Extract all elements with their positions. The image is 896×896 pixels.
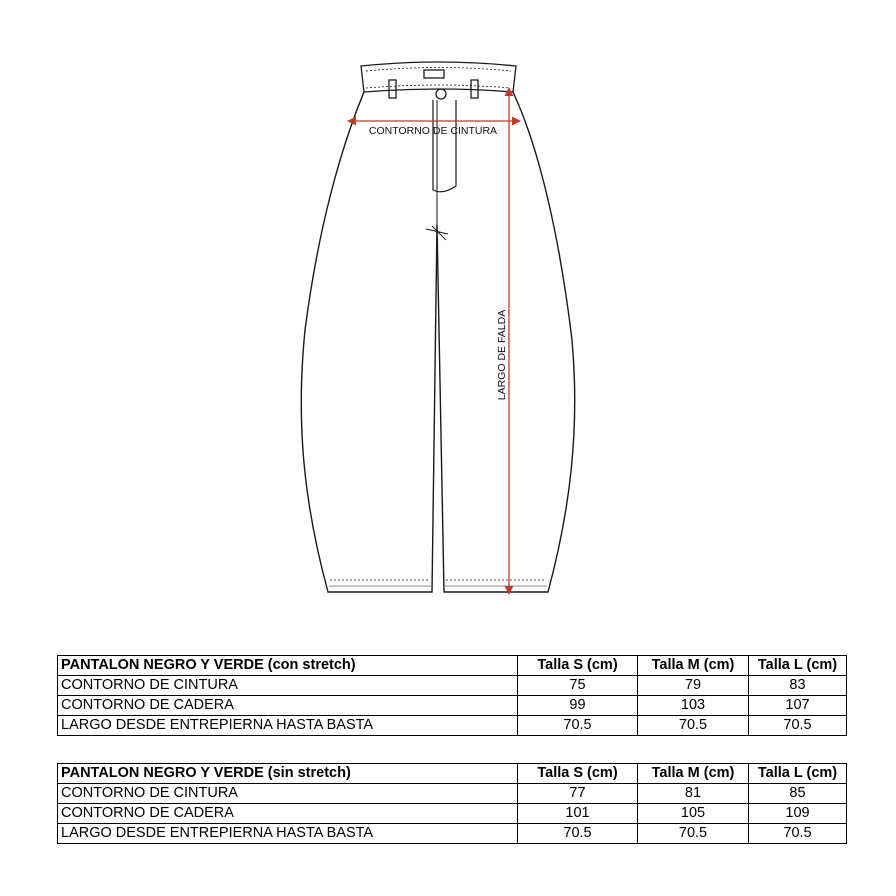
table-row xyxy=(58,716,847,736)
cell-value: 85 xyxy=(749,784,847,804)
table-header-row xyxy=(58,656,847,676)
row-label: CONTORNO DE CINTURA xyxy=(58,676,518,696)
size-table-no-stretch xyxy=(57,763,847,844)
cell-value: 81 xyxy=(638,784,749,804)
table-title: PANTALON NEGRO Y VERDE (sin stretch) xyxy=(58,764,518,784)
cell-value: 70.5 xyxy=(638,716,749,736)
waistband xyxy=(361,62,516,99)
cell-value: 70.5 xyxy=(518,824,638,844)
row-label: LARGO DESDE ENTREPIERNA HASTA BASTA xyxy=(58,716,518,736)
cell-value: 109 xyxy=(749,804,847,824)
table-row xyxy=(58,804,847,824)
row-label: CONTORNO DE CINTURA xyxy=(58,784,518,804)
cell-value: 103 xyxy=(638,696,749,716)
cell-value: 70.5 xyxy=(749,716,847,736)
table-title: PANTALON NEGRO Y VERDE (con stretch) xyxy=(58,656,518,676)
row-label: CONTORNO DE CADERA xyxy=(58,696,518,716)
cell-value: 70.5 xyxy=(638,824,749,844)
column-header: Talla S (cm) xyxy=(518,764,638,784)
column-header: Talla L (cm) xyxy=(749,764,847,784)
cell-value: 101 xyxy=(518,804,638,824)
column-header: Talla L (cm) xyxy=(749,656,847,676)
table-row xyxy=(58,784,847,804)
cell-value: 77 xyxy=(518,784,638,804)
table-header-row xyxy=(58,764,847,784)
column-header: Talla M (cm) xyxy=(638,656,749,676)
cell-value: 107 xyxy=(749,696,847,716)
size-table-stretch xyxy=(57,655,847,736)
cell-value: 83 xyxy=(749,676,847,696)
cell-value: 70.5 xyxy=(518,716,638,736)
pants-outline xyxy=(301,92,574,592)
row-label: CONTORNO DE CADERA xyxy=(58,804,518,824)
table-row xyxy=(58,824,847,844)
table-row xyxy=(58,676,847,696)
length-measure-label: LARGO DE FALDA xyxy=(496,309,508,401)
waist-measure-label: CONTORNO DE CINTURA xyxy=(368,125,498,137)
cell-value: 79 xyxy=(638,676,749,696)
cell-value: 70.5 xyxy=(749,824,847,844)
column-header: Talla S (cm) xyxy=(518,656,638,676)
table-row xyxy=(58,696,847,716)
cell-value: 105 xyxy=(638,804,749,824)
cell-value: 99 xyxy=(518,696,638,716)
column-header: Talla M (cm) xyxy=(638,764,749,784)
cell-value: 75 xyxy=(518,676,638,696)
row-label: LARGO DESDE ENTREPIERNA HASTA BASTA xyxy=(58,824,518,844)
